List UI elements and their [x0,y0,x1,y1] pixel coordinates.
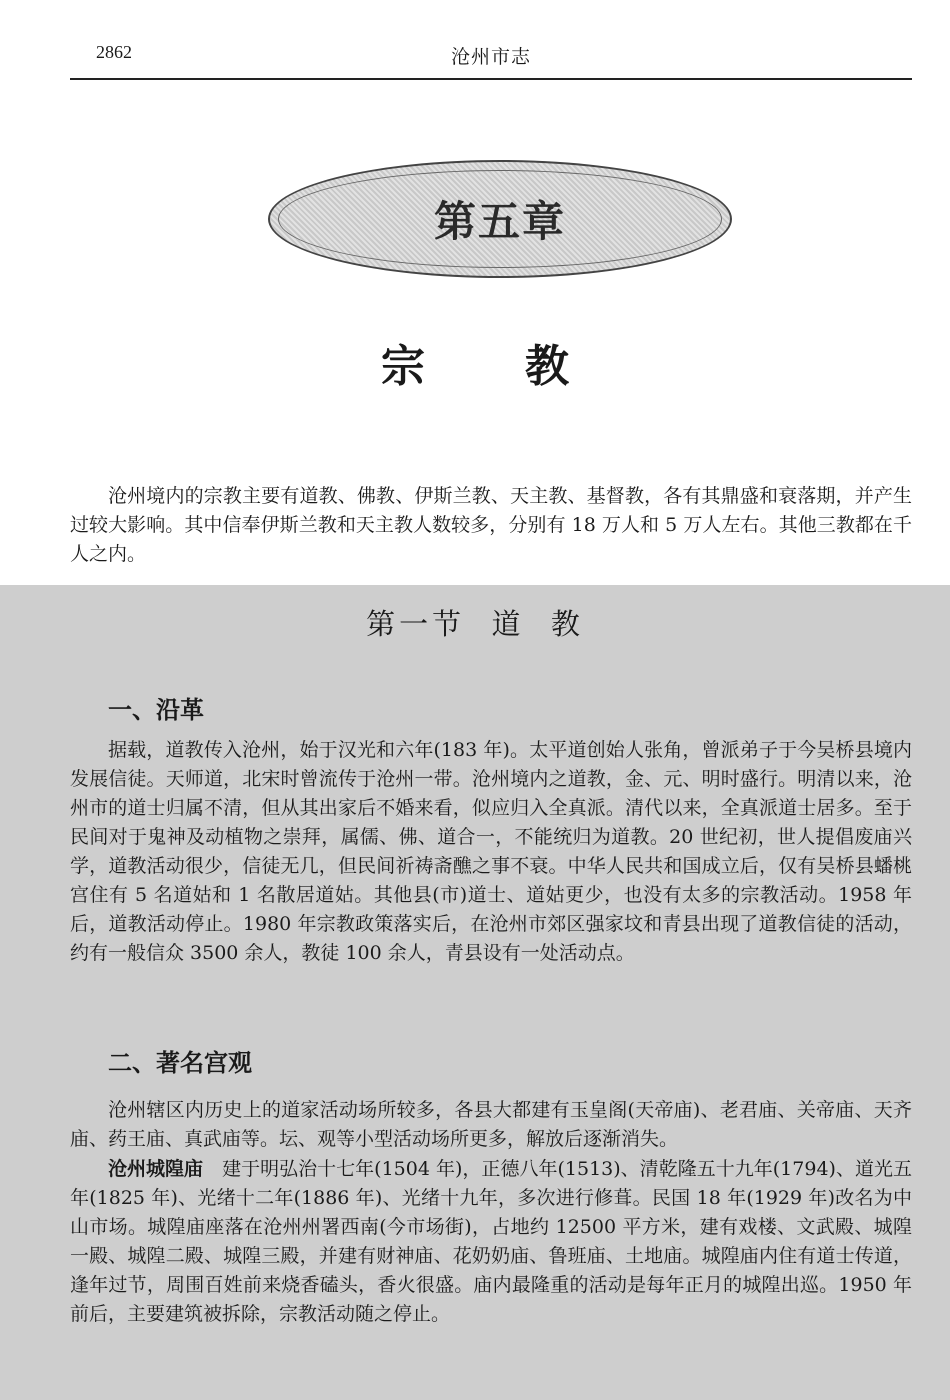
subsection-title-temples: 二、著名宫观 [108,1049,252,1077]
chenghuang-temple-text: 建于明弘治十七年(1504 年)，正德八年(1513)、清乾隆五十九年(1794)、道光五年(1825 年)、光绪十二年(1886 年)、光绪十九年，多次进行修葺。民国 18 年(1929 年)改名为中山市场。城隍庙座落在沧州州署西南(今市场街)，占地约 12500 平方米，建有戏楼、文武殿、城隍一殿、城隍二殿、城隍三殿，并建有财神庙、花奶奶庙、鲁班庙、土地庙。城隍庙内住有道士传道，逢年过节，周围百姓前来烧香磕头，香火很盛。庙内最隆重的活动是每年正月的城隍出巡。1950 年前后，主要建筑被拆除，宗教活动随之停止。 [70,1158,912,1325]
temples-paragraph: 沧州辖区内历史上的道家活动场所较多，各县大都建有玉皇阁(天帝庙)、老君庙、关帝庙、天齐庙、药王庙、真武庙等。坛、观等小型活动场所更多，解放后逐渐消失。 [70,1099,912,1150]
chapter-number: 第五章 [433,197,566,246]
chapter-title: 宗教 [381,341,669,392]
page-header [70,40,912,80]
book-title: 沧州市志 [450,46,531,68]
chapter-oval-emblem [268,160,732,278]
section-title: 第一节 道 教 [366,607,584,641]
chenghuang-temple-paragraph [70,1155,912,1329]
chenghuang-temple-heading: 沧州城隍庙 [108,1158,204,1180]
subsection-title-history: 一、沿革 [108,696,204,724]
history-paragraph: 据载，道教传入沧州，始于汉光和六年(183 年)。太平道创始人张角，曾派弟子于今吴桥县境内发展信徒。天师道，北宋时曾流传于沧州一带。沧州境内之道教，金、元、明时盛行。明清以来，沧州市的道士归属不清，但从其出家后不婚来看，似应归入全真派。清代以来，全真派道士居多。至于民间对于鬼神及动植物之崇拜，属儒、佛、道合一，不能统归为道教。20 世纪初，世人提倡废庙兴学，道教活动很少，信徒无几，但民间祈祷斋醮之事不衰。中华人民共和国成立后，仅有吴桥县蟠桃宫住有 5 名道姑和 1 名散居道姑。其他县(市)道士、道姑更少，也没有太多的宗教活动。1958 年后，道教活动停止。1980 年宗教政策落实后，在沧州市郊区强家坟和青县出现了道教信徒的活动，约有一般信众 3500 余人，教徒 100 余人，青县设有一处活动点。 [70,739,912,964]
intro-paragraph: 沧州境内的宗教主要有道教、佛教、伊斯兰教、天主教、基督教，各有其鼎盛和衰落期，并产生过较大影响。其中信奉伊斯兰教和天主教人数较多，分别有 18 万人和 5 万人左右。其他三教都在千人之内。 [70,485,912,565]
page-number: 2862 [96,42,132,62]
